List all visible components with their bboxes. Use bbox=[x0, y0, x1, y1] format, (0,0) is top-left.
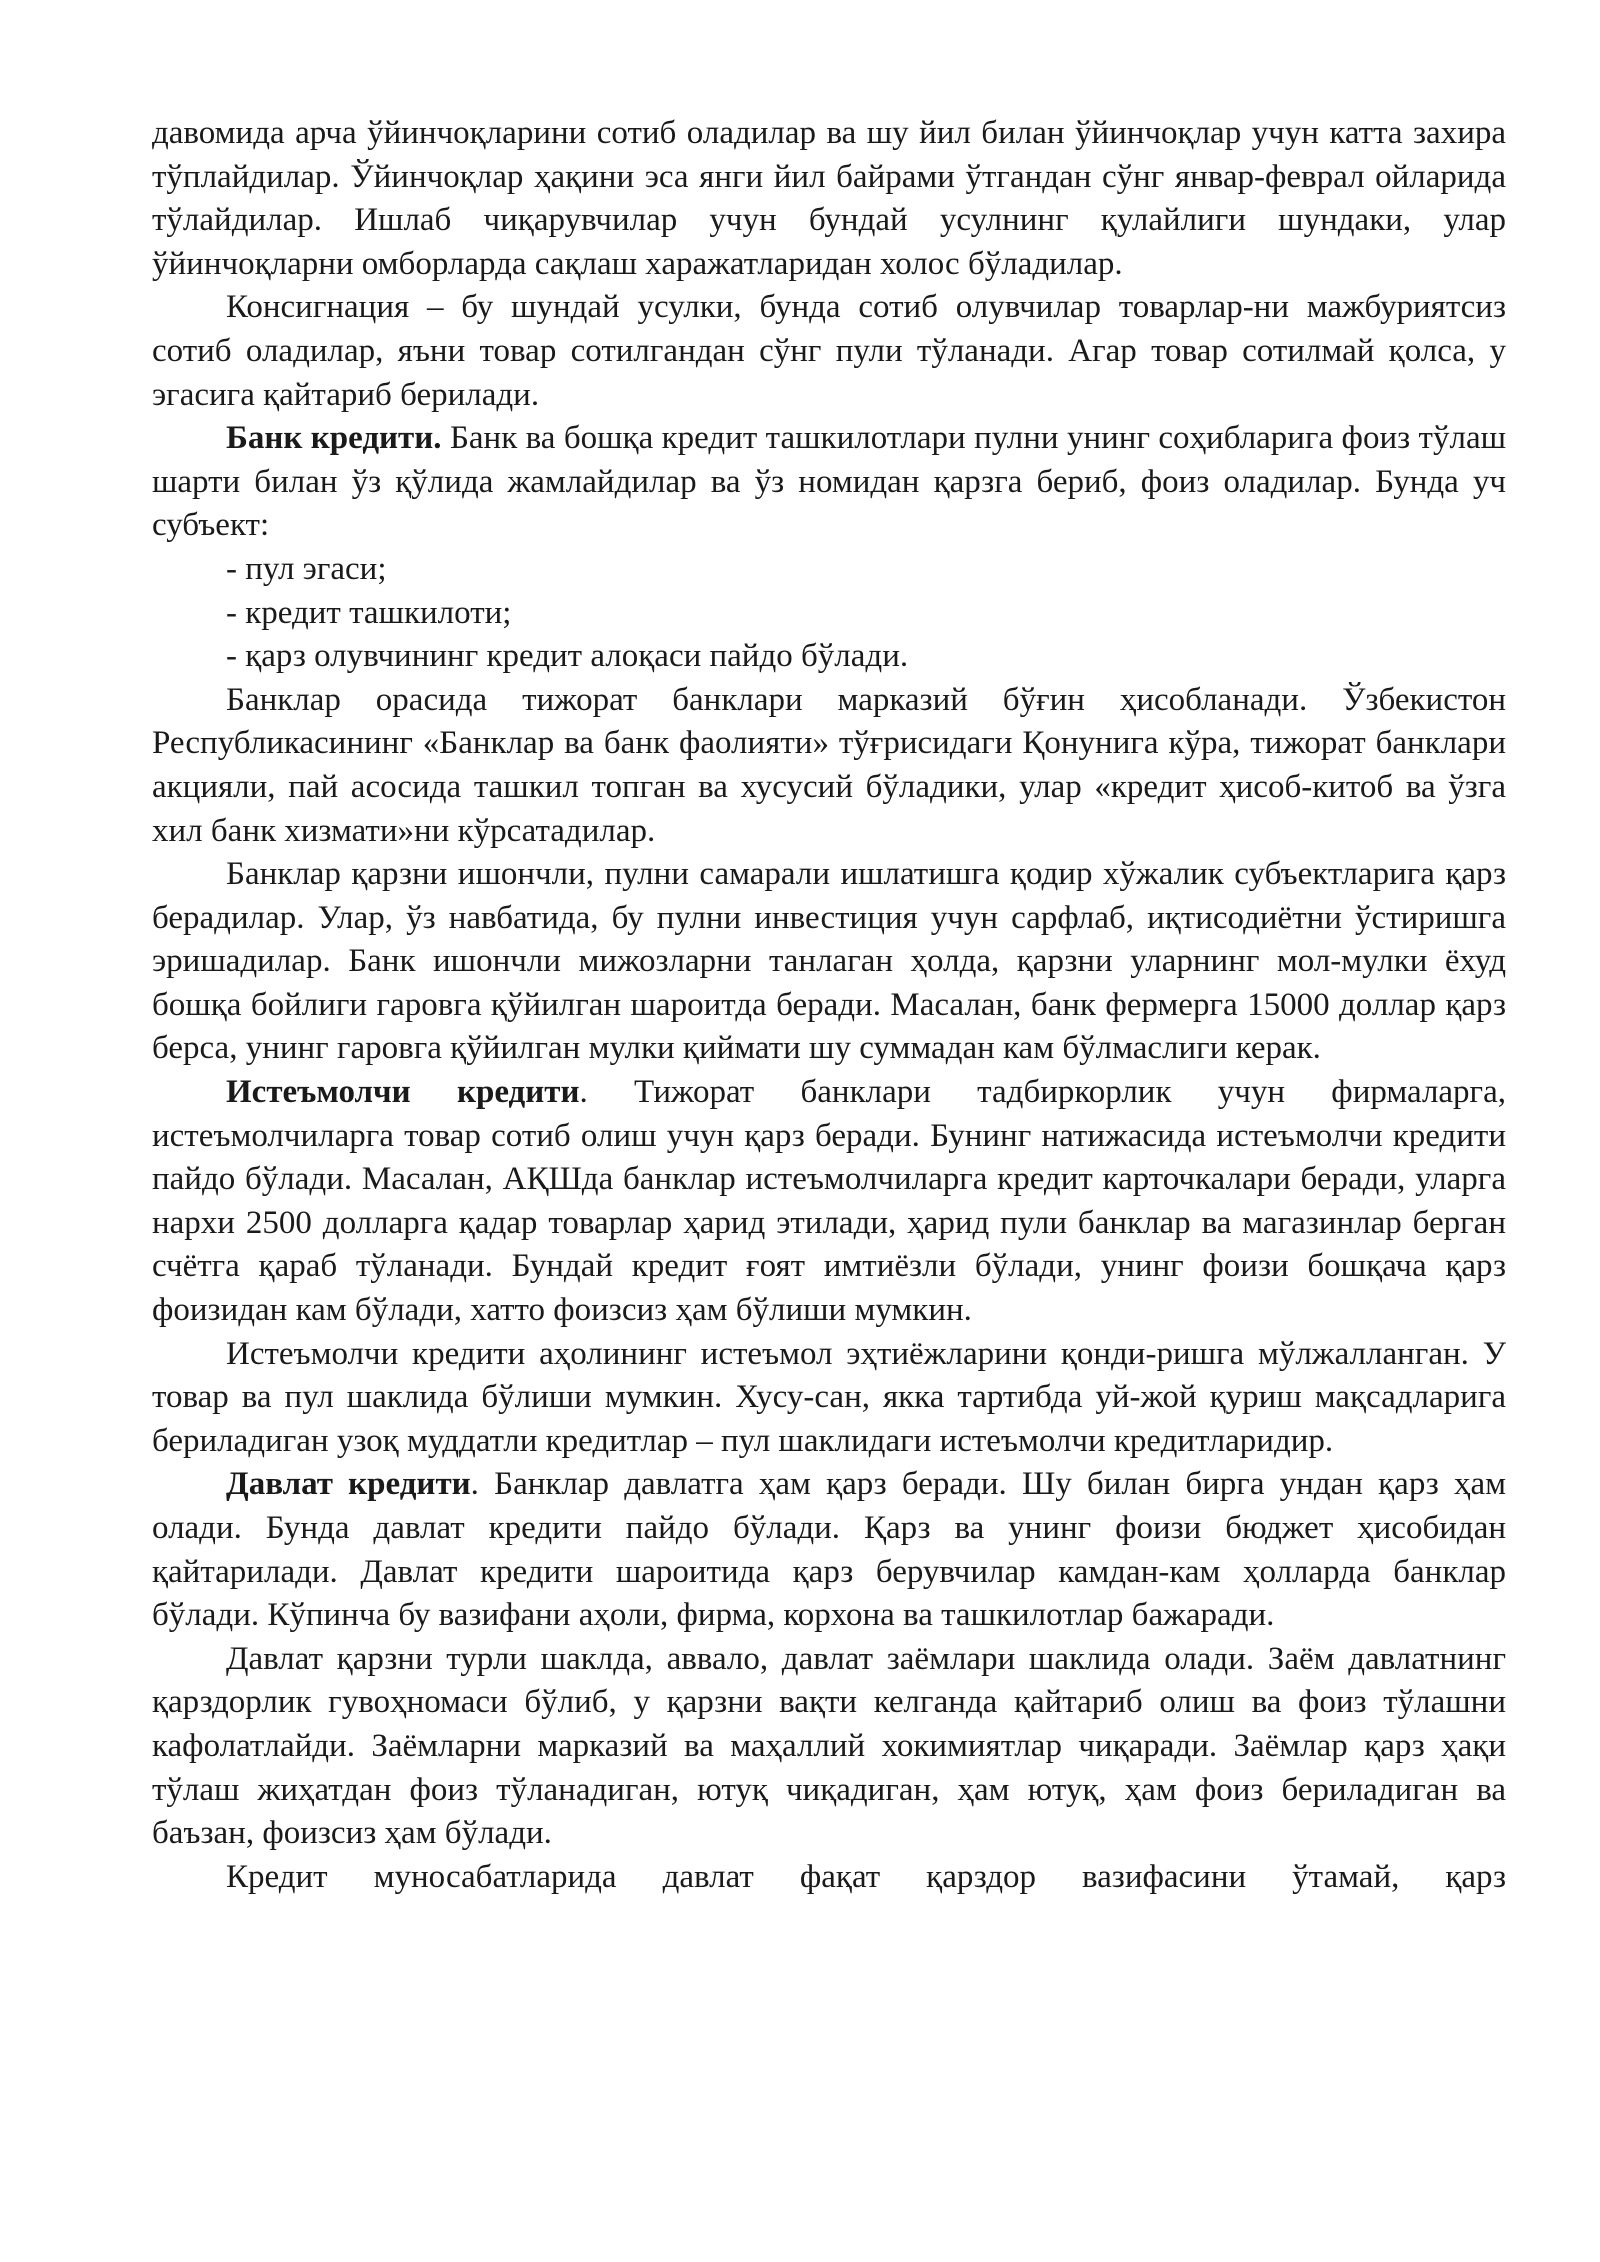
list-item: - пул эгаси; bbox=[226, 550, 387, 587]
paragraph-bank-credit-text: Банк ва бошқа кредит ташкилотлари пулни унинг соҳибларига фоиз тўлаш шарти билан ўз қўлида жамлайдилар ва ўз номидан қарзга бериб, фоиз оладилар. Бунда уч субъект: bbox=[152, 420, 1506, 544]
term-consumer-credit: Истеъмолчи кредити bbox=[226, 1074, 580, 1111]
paragraph-consignment: Консигнация – бу шундай усулки, бунда сотиб олувчилар товарлар-ни мажбуриятсиз сотиб оладилар, яъни товар сотилгандан сўнг пули тўланади. Агар товар сотилмай қолса, у эгасига қайтариб берилади. bbox=[152, 289, 1506, 413]
paragraph-bank-loans: Банклар қарзни ишончли, пулни самарали ишлатишга қодир хўжалик субъектларига қарз берадилар. Улар, ўз навбатида, бу пулни инвестиция учун сарфлаб, иқтисодиётни ўстиришга эришадилар. Банк ишончли мижозларни танлаган ҳолда, қарзни уларнинг мол-мулки ёхуд бошқа бойлиги гаровга қўйилган шароитда беради. Масалан, банк фермерга 15000 доллар қарз берса, унинг гаровга қўйилган мулки қиймати шу суммадан кам бўлмаслиги керак. bbox=[152, 856, 1506, 1067]
list-item: - кредит ташкилоти; bbox=[226, 594, 512, 631]
paragraph-state-loans: Давлат қарзни турли шаклда, аввало, давлат заёмлари шаклида олади. Заём давлатнинг қарздорлик гувоҳномаси бўлиб, у қарзни вақти келганда қайтариб олиш ва фоиз тўлашни кафолатлайди. Заёмларни марказий ва маҳаллий хокимиятлар чиқаради. Заёмлар қарз ҳақи тўлаш жиҳатдан фоиз тўланадиган, ютуқ чиқадиган, ҳам ютуқ, ҳам фоиз бериладиган ва баъзан, фоизсиз ҳам бўлади. bbox=[152, 1640, 1506, 1852]
paragraph-commercial-banks: Банклар орасида тижорат банклари марказий бўғин ҳисобланади. Ўзбекистон Республикасининг «Банклар ва банк фаолияти» тўғрисидаги Қонунига кўра, тижорат банклари акцияли, пай асосида ташкил топган ва хусусий бўладики, улар «кредит ҳисоб-китоб ва ўзга хил банк хизмати»ни кўрсатадилар. bbox=[152, 681, 1506, 849]
list-item: - қарз олувчининг кредит алоқаси пайдо бўлади. bbox=[226, 638, 909, 675]
paragraph-credit-relations: Кредит муносабатларида давлат фақат қарздор вазифасини ўтамай, қарз bbox=[226, 1858, 1506, 1895]
term-bank-credit: Банк кредити. bbox=[226, 420, 442, 457]
paragraph-consumer-needs: Истеъмолчи кредити аҳолининг истеъмол эҳтиёжларини қонди-ришга мўлжалланган. У товар ва пул шаклида бўлиши мумкин. Хусу-сан, якка тартибда уй-жой қуриш мақсадларига бериладиган узоқ муддатли кредитлар – пул шаклидаги истеъмолчи кредитларидир. bbox=[152, 1335, 1506, 1459]
paragraph-state-credit bbox=[152, 1463, 1506, 1637]
paragraph-toys-credit: давомида арча ўйинчоқларини сотиб оладилар ва шу йил билан ўйинчоқлар учун катта захира тўплайдилар. Ўйинчоқлар ҳақини эса янги йил байрами ўтгандан сўнг январ-феврал ойларида тўлайдилар. Ишлаб чиқарувчилар учун бундай усулнинг қулайлиги шундаки, улар ўйинчоқларни омборларда сақлаш харажатларидан холос бўладилар. bbox=[152, 115, 1506, 282]
document-page bbox=[152, 112, 1506, 1899]
term-state-credit: Давлат кредити bbox=[226, 1466, 471, 1503]
paragraph-state-credit-text: . Банклар давлатга ҳам қарз беради. Шу билан бирга ундан қарз ҳам олади. Бунда давлат кредити пайдо бўлади. Қарз ва унинг фоизи бюджет ҳисобидан қайтарилади. Давлат кредити шароитида қарз берувчилар камдан-кам ҳолларда банклар бўлади. Кўпинча бу вазифани аҳоли, фирма, корхона ва ташкилотлар бажаради. bbox=[152, 1466, 1506, 1634]
paragraph-bank-credit bbox=[152, 417, 1506, 548]
paragraph-consumer-credit bbox=[152, 1071, 1506, 1333]
paragraph-consumer-credit-text: . Тижорат банклари тадбиркорлик учун фирмаларга, истеъмолчиларга товар сотиб олиш учун қарз беради. Бунинг натижасида истеъмолчи кредити пайдо бўлади. Масалан, АҚШда банклар истеъмолчиларга кредит карточкалари беради, уларга нархи 2500 долларга қадар товарлар ҳарид этилади, ҳарид пули банклар ва магазинлар берган счётга қараб тўланади. Бундай кредит ғоят имтиёзли бўлади, унинг фоизи бошқача қарз фоизидан кам бўлади, хатто фоизсиз ҳам бўлиши мумкин. bbox=[152, 1074, 1506, 1329]
